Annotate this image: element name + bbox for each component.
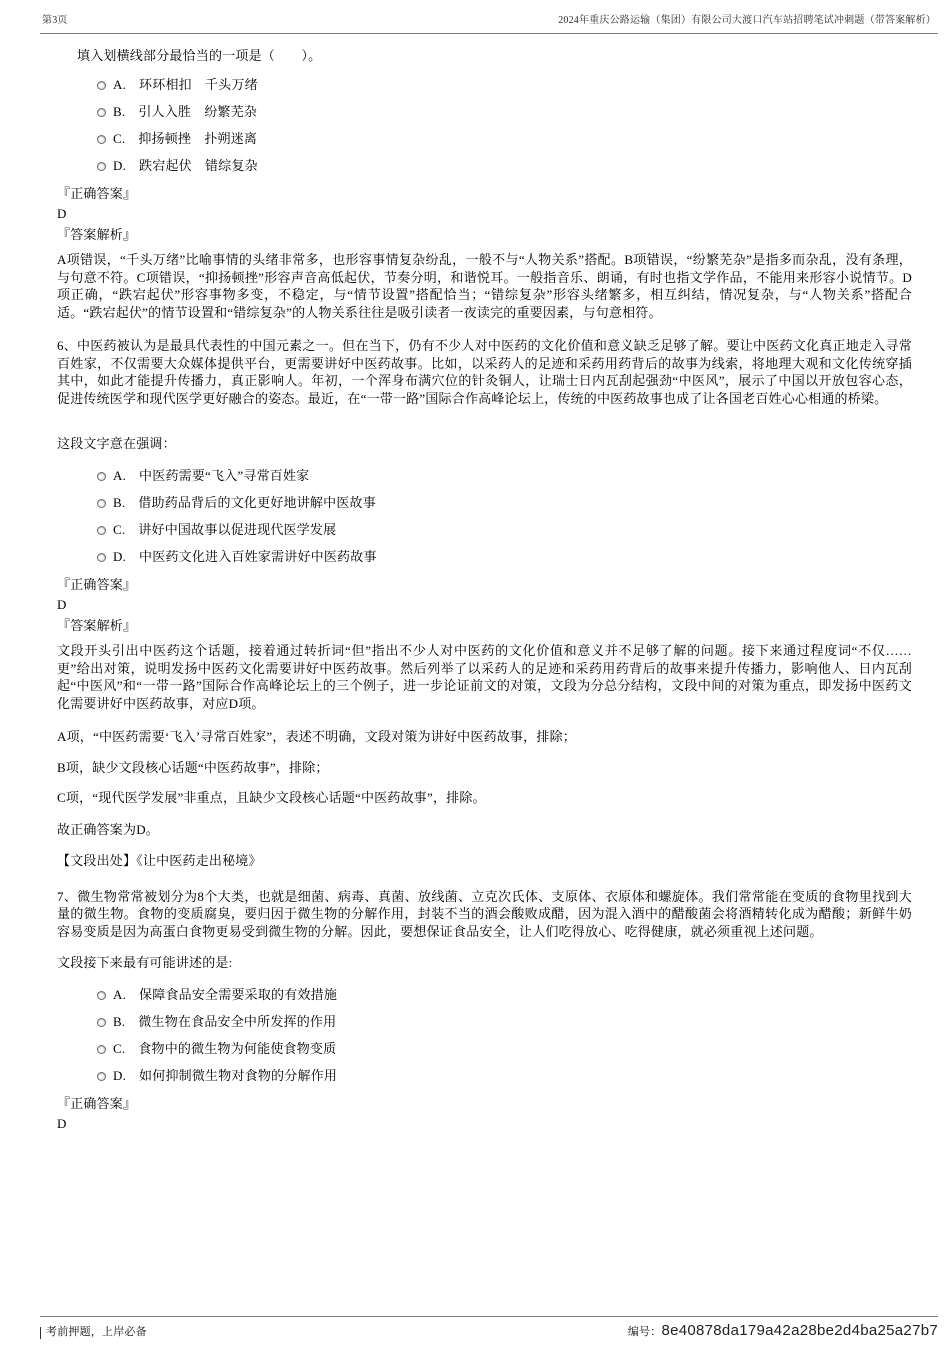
option-text: 微生物在食品安全中所发挥的作用 bbox=[138, 1014, 337, 1030]
radio-button[interactable] bbox=[97, 1018, 106, 1027]
option-letter: C. bbox=[113, 522, 126, 538]
correct-answer-value: D bbox=[57, 1116, 67, 1131]
radio-button[interactable] bbox=[97, 1045, 106, 1054]
source-text: 【文段出处】《让中医药走出秘境》 bbox=[57, 853, 262, 868]
option-text: 引人入胜 纷繁芜杂 bbox=[138, 104, 258, 120]
footer-slogan: 考前押题，上岸必备 bbox=[46, 1326, 147, 1338]
radio-button[interactable] bbox=[97, 472, 106, 481]
option-text: 保障食品安全需要采取的有效措施 bbox=[139, 987, 338, 1003]
options-group bbox=[57, 463, 912, 571]
analysis-text: A项错误，“千头万绪”比喻事情的头绪非常多，也形容事情复杂纷乱，一般不与“人物关系”搭配。B项错误，“纷繁芜杂”是指多而杂乱，没有条理，与句意不符。C项错误，“抑扬顿挫”形容声音高低起伏，节奏分明，和谐悦耳。一般指音乐、朗诵，有时也指文学作品，不能用来形容小说情节。D项正确，“跌宕起伏”形容事物多变，不稳定，与“情节设置”搭配恰当；“错综复杂”形容头绪繁多，相互纠结，情况复杂，与“人物关系”搭配合适。“跌宕起伏”的情节设置和“错综复杂”的人物关系往往是吸引读者一夜读完的重要因素，与句意相符。 bbox=[57, 252, 912, 320]
option-text: 跌宕起伏 错综复杂 bbox=[139, 158, 258, 174]
option-text: 借助药品背后的文化更好地讲解中医故事 bbox=[138, 495, 376, 511]
code-value: 8e40878da179a42a28be2d4ba25a27b7 bbox=[661, 1322, 938, 1339]
radio-button[interactable] bbox=[97, 108, 106, 117]
option-letter: D. bbox=[113, 1068, 127, 1084]
question-section-7 bbox=[57, 888, 912, 1133]
option-row bbox=[57, 99, 912, 126]
option-row bbox=[57, 1009, 912, 1036]
correct-answer-label: 『正确答案』 bbox=[57, 576, 137, 592]
option-row bbox=[57, 463, 912, 490]
footer-divider bbox=[40, 1316, 938, 1317]
option-row bbox=[57, 72, 912, 99]
header-divider bbox=[40, 33, 938, 34]
analysis-point-c: C项，“现代医学发展”非重点，且缺少文段核心话题“中医药故事”，排除。 bbox=[57, 790, 486, 805]
option-letter: A. bbox=[113, 77, 127, 93]
analysis-point-a: A项，“中医药需要‘飞入’寻常百姓家”，表述不明确，文段对策为讲好中医药故事，排除； bbox=[57, 729, 576, 744]
radio-button[interactable] bbox=[97, 991, 106, 1000]
page-footer bbox=[40, 1322, 938, 1342]
correct-answer-value: D bbox=[57, 597, 67, 612]
option-letter: B. bbox=[113, 495, 126, 511]
radio-button[interactable] bbox=[97, 499, 106, 508]
option-letter: A. bbox=[113, 468, 127, 484]
question-passage: 7、微生物常常被划分为8个大类，也就是细菌、病毒、真菌、放线菌、立克次氏体、支原体、衣原体和螺旋体。我们常常能在变质的食物里找到大量的微生物。食物的变质腐臭，要归因于微生物的分解作用，封装不当的酒会酸败成醋，因为混入酒中的醋酸菌会将酒精转化成为醋酸；新鲜牛奶容易变质是因为高蛋白食物更易受到微生物的分解。因此，要想保证食品安全，让人们吃得放心、吃得健康，就必须重视上述问题。 bbox=[57, 888, 912, 939]
correct-answer-label: 『正确答案』 bbox=[57, 185, 137, 201]
option-text: 抑扬顿挫 扑朔迷离 bbox=[138, 131, 258, 147]
options-group bbox=[57, 982, 912, 1090]
option-letter: B. bbox=[113, 104, 126, 120]
footer-slogan-wrap bbox=[40, 1324, 147, 1342]
question-section-6 bbox=[57, 337, 912, 870]
option-row bbox=[57, 982, 912, 1009]
analysis-label: 『答案解析』 bbox=[57, 617, 137, 633]
option-row bbox=[57, 153, 912, 180]
option-row bbox=[57, 544, 912, 571]
option-letter: D. bbox=[113, 158, 127, 174]
option-letter: D. bbox=[113, 549, 127, 565]
analysis-point-b: B项，缺少文段核心话题“中医药故事”，排除； bbox=[57, 759, 329, 775]
footer-code-wrap bbox=[628, 1322, 938, 1342]
radio-button[interactable] bbox=[97, 1072, 106, 1081]
correct-answer-label: 『正确答案』 bbox=[57, 1095, 137, 1111]
page-content bbox=[57, 47, 912, 1136]
analysis-text: 文段开头引出中医药这个话题，接着通过转折词“但”指出不少人对中医药的文化价值和意义并不足够了解的问题。接下来通过程度词“不仅……更”给出对策，说明发扬中医药文化需要讲好中医药故事。然后列举了以采药人的足迹和采药用药背后的故事来提升传播力，影响他人、日内瓦刮起“中医风”和“一带一路”国际合作高峰论坛上的三个例子，进一步论证前文的对策，文段为分总分结构，文段中间的对策为重点，即发扬中医药文化需要讲好中医药故事，对应D项。 bbox=[57, 643, 912, 711]
question-prompt: 这段文字意在强调： bbox=[57, 436, 176, 451]
option-letter: C. bbox=[113, 1041, 126, 1057]
page-header bbox=[42, 15, 936, 27]
options-group bbox=[57, 72, 912, 180]
footer-marker bbox=[40, 1327, 41, 1339]
option-row bbox=[57, 1063, 912, 1090]
radio-button[interactable] bbox=[97, 135, 106, 144]
option-text: 环环相扣 千头万绪 bbox=[139, 77, 258, 93]
option-row bbox=[57, 1036, 912, 1063]
option-text: 讲好中国故事以促进现代医学发展 bbox=[138, 522, 337, 538]
option-text: 中医药需要“飞入”寻常百姓家 bbox=[139, 468, 310, 484]
radio-button[interactable] bbox=[97, 81, 106, 90]
radio-button[interactable] bbox=[97, 162, 106, 171]
option-text: 如何抑制微生物对食物的分解作用 bbox=[139, 1068, 338, 1084]
option-row bbox=[57, 490, 912, 517]
question-passage: 6、中医药被认为是最具代表性的中国元素之一。但在当下，仍有不少人对中医药的文化价值和意义缺乏足够了解。要让中医药文化真正地走入寻常百姓家，不仅需要大众媒体提供平台，更需要讲好中医药故事。比如，以采药人的足迹和采药用药背后的故事为线索，将地理大观和文化传统穿插其中，如此才能提升传播力，真正影响人。年初，一个浑身布满穴位的针灸铜人，让瑞士日内瓦刮起强劲“中医风”，展示了中国以开放包容心态，促进传统医学和现代医学更好融合的姿态。最近，在“一带一路”国际合作高峰论坛上，传统的中医药故事也成了让各国老百姓心心相通的桥梁。 bbox=[57, 338, 912, 406]
option-row bbox=[57, 126, 912, 153]
conclusion-text: 故正确答案为D。 bbox=[57, 821, 159, 837]
question-prompt: 文段接下来最有可能讲述的是: bbox=[57, 955, 233, 970]
option-letter: B. bbox=[113, 1014, 126, 1030]
option-text: 食物中的微生物为何能使食物变质 bbox=[138, 1041, 337, 1057]
option-row bbox=[57, 517, 912, 544]
question-stem: 填入划横线部分最恰当的一项是（ ）。 bbox=[77, 48, 322, 63]
radio-button[interactable] bbox=[97, 553, 106, 562]
page-number: 第3页 bbox=[42, 15, 68, 26]
option-letter: A. bbox=[113, 987, 127, 1003]
question-section-5 bbox=[57, 47, 912, 321]
code-label: 编号： bbox=[627, 1326, 662, 1338]
option-text: 中医药文化进入百姓家需讲好中医药故事 bbox=[139, 549, 377, 565]
document-title: 2024年重庆公路运输（集团）有限公司大渡口汽车站招聘笔试冲刺题（带答案解析） bbox=[558, 15, 936, 26]
radio-button[interactable] bbox=[97, 526, 106, 535]
option-letter: C. bbox=[113, 131, 126, 147]
analysis-label: 『答案解析』 bbox=[57, 226, 137, 242]
correct-answer-value: D bbox=[57, 206, 67, 221]
